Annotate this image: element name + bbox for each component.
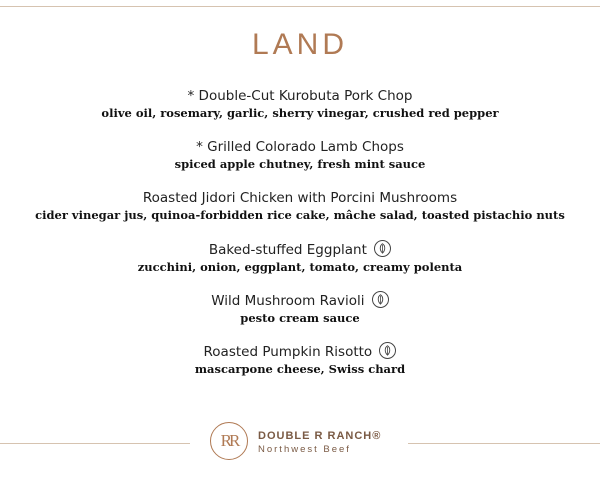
leaf-icon [374,240,391,257]
menu-list [0,87,600,393]
item-name: Roasted Pumpkin Risotto [203,344,373,360]
item-description: mascarpone cheese, Swiss chard [194,362,406,376]
brand-logo [210,420,400,464]
menu-item [0,138,600,189]
logo-name: DOUBLE R RANCH® [258,430,382,442]
menu-item [0,291,600,342]
leaf-icon [379,342,396,359]
item-description: cider vinegar jus, quinoa-forbidden rice cake, mâche salad, toasted pistachio nuts [35,208,565,222]
item-name: Baked-stuffed Eggplant [208,242,367,258]
item-name: Roasted Jidori Chicken with Porcini Mushrooms [142,190,458,206]
menu-item [0,240,600,291]
top-divider [0,6,600,7]
item-description: zucchini, onion, eggplant, tomato, creamy polenta [137,260,463,274]
item-name: * Double-Cut Kurobuta Pork Chop [187,88,413,104]
item-description: spiced apple chutney, fresh mint sauce [174,157,426,171]
section-title: LAND [251,28,349,61]
logo-tagline: Northwest Beef [258,444,351,455]
item-description: olive oil, rosemary, garlic, sherry vinegar, crushed red pepper [101,106,499,120]
menu-item [0,189,600,240]
item-name: Wild Mushroom Ravioli [211,293,365,309]
item-description: pesto cream sauce [240,311,360,325]
bottom-divider-right [408,443,600,444]
menu-item [0,342,600,393]
logo-monogram: RR [210,422,248,460]
bottom-divider-left [0,443,190,444]
leaf-icon [372,291,389,308]
item-name: * Grilled Colorado Lamb Chops [196,139,404,155]
menu-item [0,87,600,138]
